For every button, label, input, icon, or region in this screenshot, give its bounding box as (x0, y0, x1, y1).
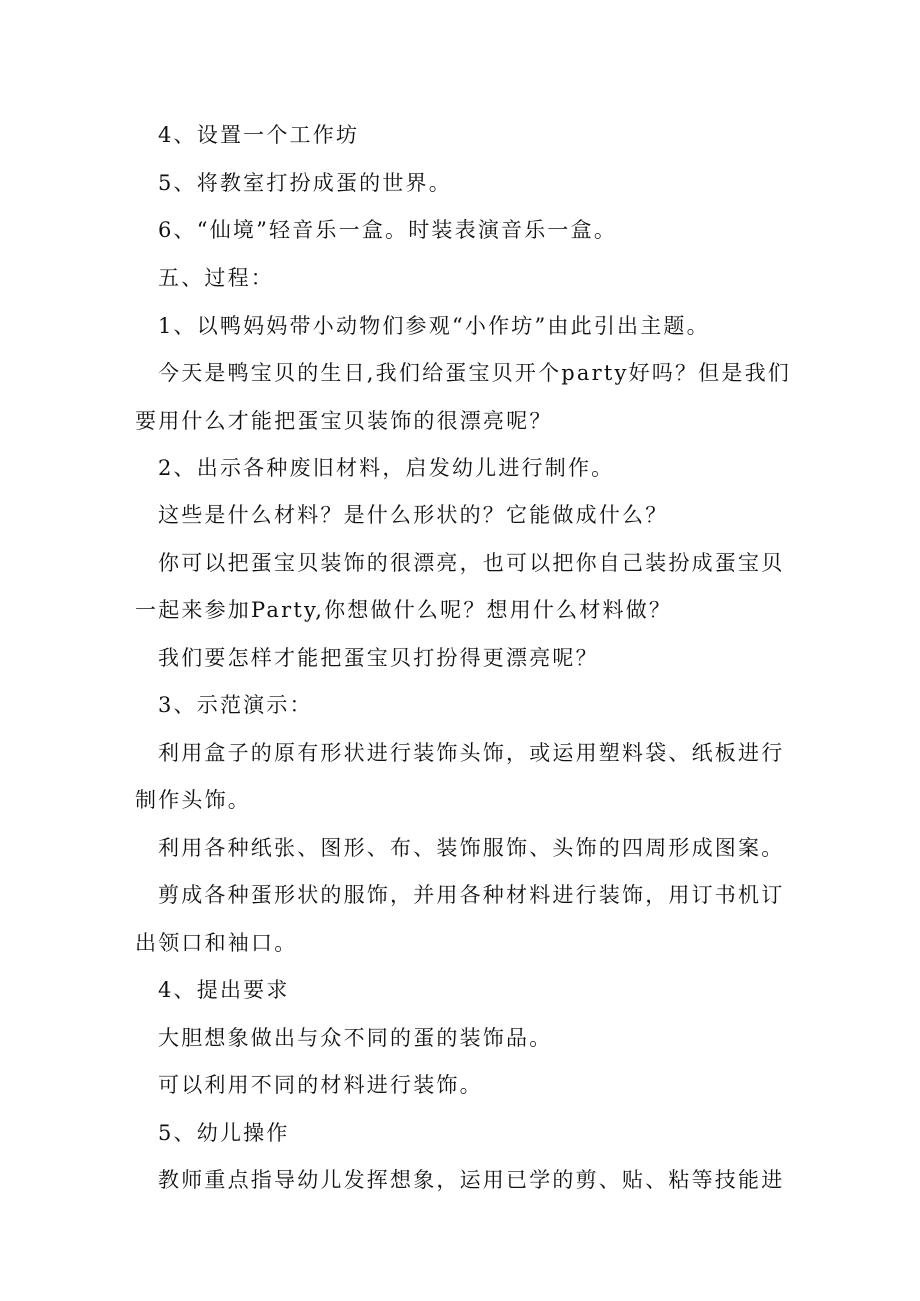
paragraph-line: 要用什么才能把蛋宝贝装饰的很漂亮呢？ (135, 409, 553, 433)
paragraph-line: 我们要怎样才能把蛋宝贝打扮得更漂亮呢？ (158, 646, 599, 670)
list-item-music: 6、“仙境”轻音乐一盒。时装表演音乐一盒。 (158, 218, 618, 242)
paragraph-line: 利用盒子的原有形状进行装饰头饰，或运用塑料袋、纸板进行 (158, 741, 785, 765)
paragraph-line: 利用各种纸张、图形、布、装饰服饰、头饰的四周形成图案。 (158, 836, 785, 860)
paragraph-line: 大胆想象做出与众不同的蛋的装饰品。 (158, 1026, 553, 1050)
step-4-heading: 4、提出要求 (158, 978, 290, 1002)
step-5-heading: 5、幼儿操作 (158, 1121, 290, 1145)
step-3-heading: 3、示范演示： (158, 693, 313, 717)
list-item-decorate-classroom: 5、将教室打扮成蛋的世界。 (158, 171, 452, 195)
paragraph-line: 一起来参加Party,你想做什么呢？想用什么材料做？ (135, 598, 673, 622)
paragraph-line: 今天是鸭宝贝的生日,我们给蛋宝贝开个party好吗？但是我们 (158, 361, 791, 385)
paragraph-line: 这些是什么材料？是什么形状的？它能做成什么？ (158, 503, 669, 527)
paragraph-line: 出领口和袖口。 (135, 931, 298, 955)
paragraph-line: 制作头饰。 (135, 788, 251, 812)
paragraph-line: 可以利用不同的材料进行装饰。 (158, 1073, 483, 1097)
step-1-heading: 1、以鸭妈妈带小动物们参观“小作坊”由此引出主题。 (158, 314, 710, 338)
paragraph-line: 剪成各种蛋形状的服饰，并用各种材料进行装饰，用订书机订 (158, 883, 785, 907)
section-heading-process: 五、过程： (158, 266, 274, 290)
paragraph-line: 教师重点指导幼儿发挥想象，运用已学的剪、贴、粘等技能进 (158, 1168, 785, 1192)
step-2-heading: 2、出示各种废旧材料，启发幼儿进行制作。 (158, 456, 615, 480)
paragraph-line: 你可以把蛋宝贝装饰的很漂亮，也可以把你自己装扮成蛋宝贝 (158, 551, 785, 575)
list-item-setup-workshop: 4、设置一个工作坊 (158, 123, 360, 147)
